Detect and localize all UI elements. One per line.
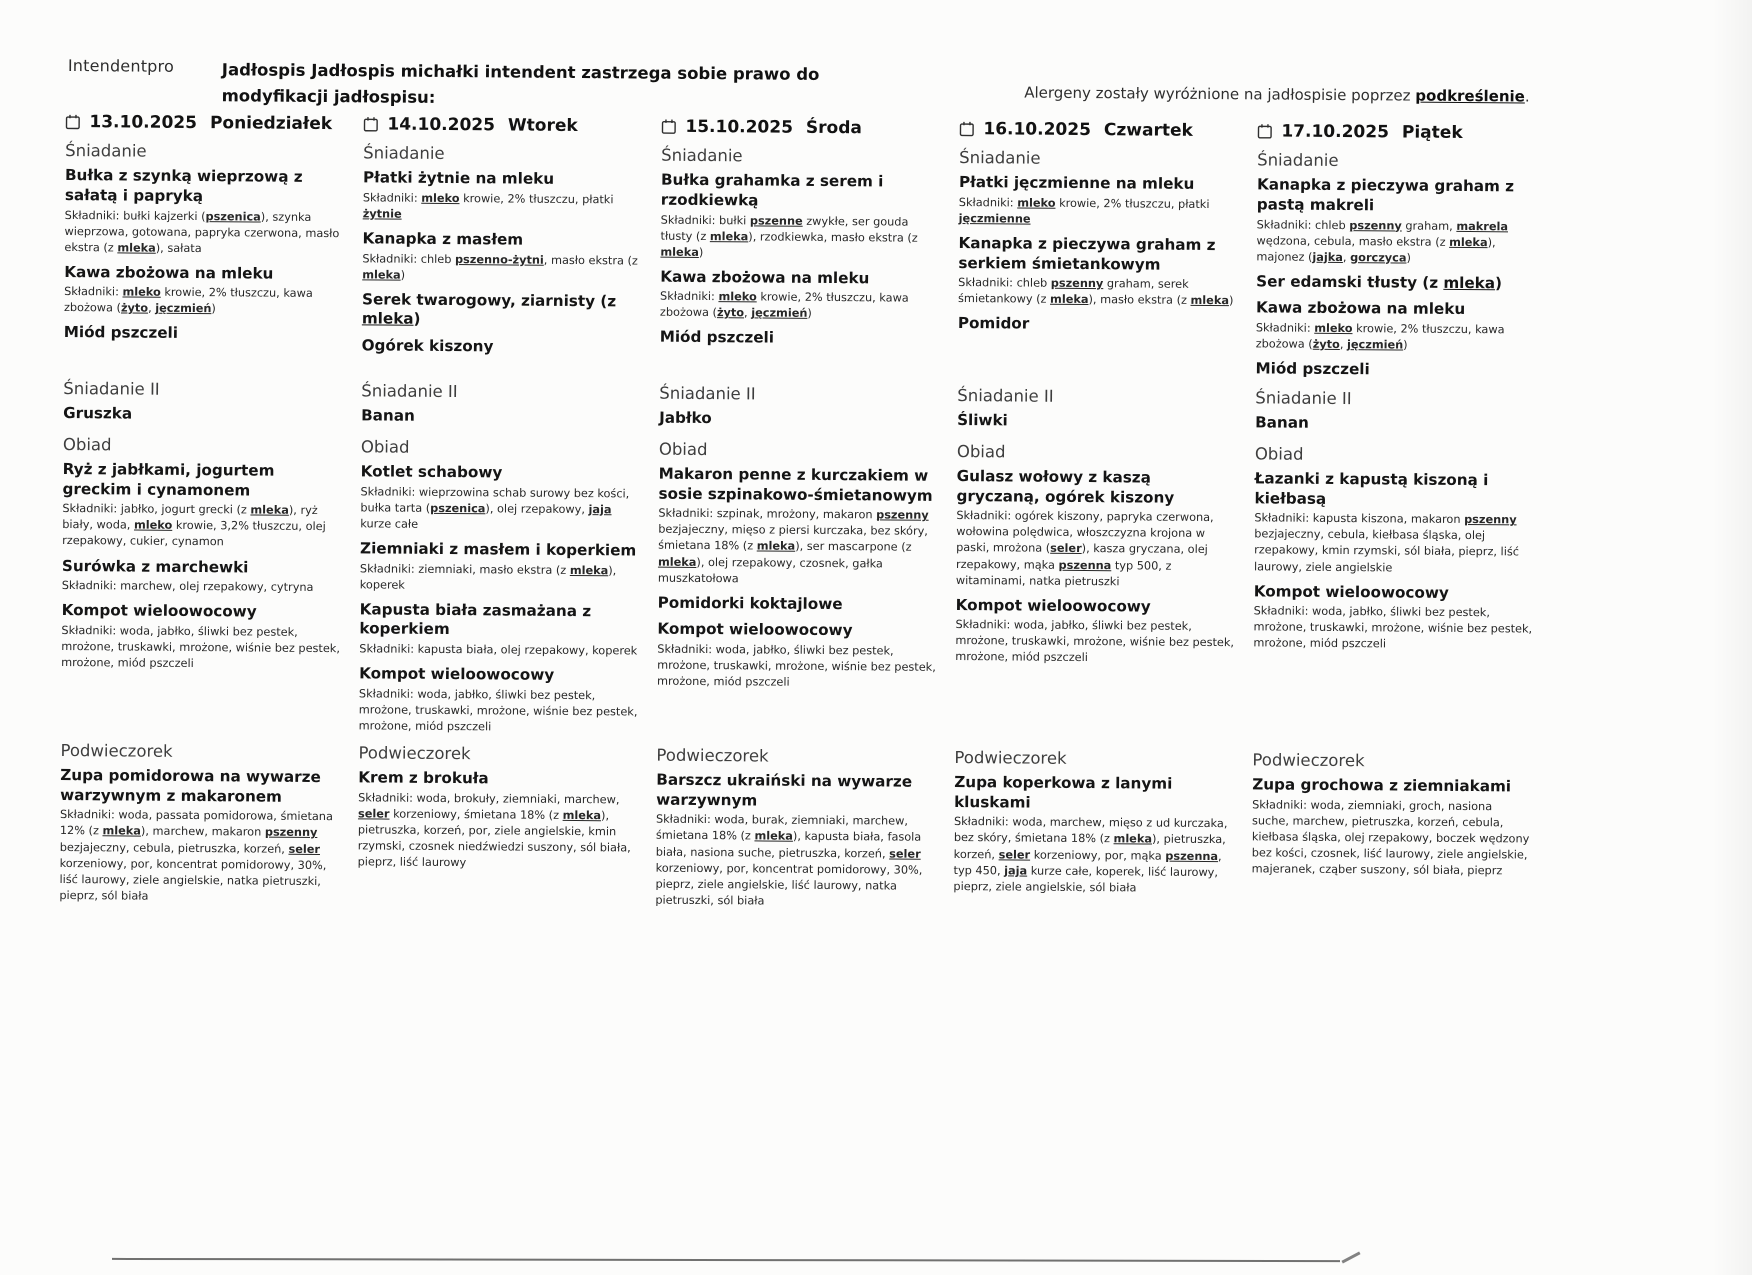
meal-name: Kotlet schabowy — [360, 462, 503, 482]
day-date: 16.10.2025 — [983, 119, 1092, 141]
meal-ingredients: Składniki: woda, burak, ziemniaki, marchew, śmietana 18% (z mleka), kapusta biała, fasola biała, nasiona suche, pietruszka, korzeń, seler korzeniowy, por, koncentrat pomidorowy, 30%, pieprz, ziele angielskie, liść laurowy, natka pietruszki, sól biała — [655, 813, 923, 908]
section-label: Obiad — [62, 434, 112, 455]
allergen-highlight: żyto — [120, 301, 149, 316]
section-label: Śniadanie — [661, 145, 743, 166]
menu-section — [659, 382, 941, 440]
meal-ingredients: Składniki: woda, ziemniaki, groch, nasiona suche, marchew, pietruszka, korzeń, cebula, kiełbasa śląska, olej rzepakowy, boczek wędzony bez kości, czosnek, liść laurowy, ziele angielskie, majeranek, cząber suszony, sól biała, pieprz — [1251, 798, 1530, 878]
section-label: Podwieczorek — [954, 747, 1067, 768]
allergen-highlight: jęczmienne — [958, 211, 1031, 226]
allergen-highlight: mleko — [133, 518, 173, 533]
meal-name: Gulasz wołowy z kaszą gryczaną, ogórek kiszony — [956, 466, 1175, 507]
allergen-highlight: żyto — [1312, 337, 1340, 352]
meal-item — [956, 467, 1237, 591]
meal-name: Miód pszczeli — [659, 328, 775, 347]
meal-item — [359, 664, 640, 736]
meal-ingredients: Składniki: woda, jabłko, śliwki bez pestek, mrożone, truskawki, mrożone, wiśnie bez pestek, mrożone, miód pszczeli — [1253, 604, 1533, 651]
menu-section — [1251, 748, 1534, 886]
day-weekday: Środa — [805, 117, 862, 139]
allergen-highlight: seler — [1050, 542, 1082, 556]
meal-ingredients: Składniki: woda, jabłko, śliwki bez pestek, mrożone, truskawki, mrożone, wiśnie bez pestek, mrożone, miód pszczeli — [61, 624, 341, 671]
meal-item — [1253, 582, 1534, 654]
section-label: Śniadanie II — [1255, 388, 1352, 409]
allergen-highlight: pszenny — [1050, 277, 1104, 291]
meal-name: Kanapka z masłem — [362, 229, 524, 249]
menu-section — [61, 433, 345, 681]
day-weekday: Wtorek — [507, 115, 578, 137]
document-page — [59, 50, 1540, 922]
meal-ingredients: Składniki: mleko krowie, 2% tłuszczu, płatki jęczmienne — [958, 195, 1210, 226]
allergen-highlight: jaja — [588, 502, 612, 516]
meal-name: Kompot wieloowocowy — [61, 601, 257, 621]
calendar-icon — [363, 116, 378, 132]
allergen-highlight: pszenica — [430, 501, 486, 515]
meal-name: Pomidorki koktajlowe — [657, 593, 843, 613]
meal-name: Pomidor — [957, 314, 1030, 333]
allergen-note-period: . — [1524, 87, 1530, 106]
meal-ingredients: Składniki: woda, jabłko, śliwki bez pestek, mrożone, truskawki, mrożone, wiśnie bez pestek, mrożone, miód pszczeli — [955, 618, 1235, 665]
section-label: Obiad — [658, 439, 708, 459]
menu-section — [361, 379, 643, 437]
day-header — [65, 112, 347, 134]
meal-ingredients: Składniki: marchew, olej rzepakowy, cytryna — [61, 579, 314, 595]
meal-item — [61, 601, 342, 673]
allergen-highlight: jaja — [1004, 863, 1028, 878]
document-header — [66, 50, 1540, 124]
menu-section — [362, 141, 646, 365]
meal-name: Zupa pomidorowa na wywarze warzywnym z makaronem — [60, 765, 321, 806]
meal-ingredients: Składniki: chleb pszenny graham, serek śmietankowy (z mleka), masło ekstra (z mleka) — [958, 276, 1234, 308]
section-label: Śniadanie II — [63, 378, 160, 399]
meal-ingredients: Składniki: kapusta biała, olej rzepakowy, koperek — [359, 642, 638, 658]
meal-name: Ziemniaki z masłem i koperkiem — [360, 539, 637, 560]
allergen-highlight: mleko — [122, 285, 161, 300]
meal-name: Jabłko — [659, 408, 712, 427]
meal-name: Miód pszczeli — [63, 323, 179, 343]
allergen-highlight: pszenica — [205, 209, 261, 224]
meal-ingredients: Składniki: jabłko, jogurt grecki (z mleka), ryż biały, woda, mleko krowie, 3,2% tłuszczu, olej rzepakowy, cukier, cynamon — [62, 502, 326, 549]
allergen-highlight: żyto — [716, 306, 745, 320]
calendar-icon — [1257, 123, 1272, 139]
meal-name: Zupa koperkowa z lanymi kluskami — [954, 772, 1173, 812]
section-label: Śniadanie II — [361, 381, 458, 401]
meal-name: Płatki jęczmienne na mleku — [958, 173, 1195, 193]
allergen-highlight: mleka — [569, 563, 609, 577]
meal-item — [64, 323, 344, 345]
allergen-highlight: mleka — [361, 309, 414, 329]
meal-item — [655, 771, 936, 911]
meal-item — [62, 556, 342, 596]
meal-ingredients: Składniki: mleko krowie, 2% tłuszczu, kawa zbożowa (żyto, jęczmień) — [1255, 321, 1505, 352]
menu-section — [359, 435, 643, 743]
day-date: 17.10.2025 — [1281, 121, 1390, 143]
meal-item — [658, 465, 939, 589]
menu-section — [955, 440, 1239, 688]
menu-section — [657, 438, 941, 699]
meal-item — [362, 290, 642, 332]
menu-section — [59, 739, 342, 913]
allergen-highlight: mleka — [1443, 273, 1496, 292]
meal-name: Kawa zbożowa na mleku — [64, 262, 274, 283]
meal-ingredients: Składniki: woda, brokuły, ziemniaki, marchew, seler korzeniowy, śmietana 18% (z mleka), pietruszka, korzeń, por, ziele angielskie, kmin rzymski, czosnek niedźwiedzi suszony, sól biała, pieprz, liść laurowy — [357, 791, 631, 869]
allergen-highlight: jajka — [1312, 250, 1343, 264]
meal-item — [359, 600, 639, 660]
meal-ingredients: Składniki: szpinak, mrożony, makaron pszenny bezjajeczny, mięso z piersi kurczaka, bez skóry, śmietana 18% (z mleka), ser mascarpone (z mleka), olej rzepakowy, czosnek, gałka muszkatołowa — [657, 507, 929, 585]
meal-name: Bułka z szynką wieprzową z sałatą i papryką — [64, 165, 303, 205]
scan-artifact-line — [112, 1258, 1340, 1262]
allergen-highlight: pszenny — [1349, 218, 1402, 232]
meal-name: Zupa grochowa z ziemniakami — [1252, 775, 1512, 796]
menu-section — [1255, 148, 1539, 388]
meal-item — [63, 404, 343, 426]
allergen-highlight: mleka — [117, 240, 156, 255]
allergen-highlight: seler — [998, 847, 1031, 862]
allergen-highlight: makrela — [1456, 219, 1509, 233]
allergen-highlight: mleko — [1314, 321, 1353, 336]
meal-ingredients: Składniki: ziemniaki, masło ekstra (z mleka), koperek — [359, 561, 617, 592]
meal-item — [360, 539, 640, 595]
allergen-highlight: mleka — [250, 503, 289, 518]
meal-ingredients: Składniki: chleb pszenno-żytni, masło ekstra (z mleka) — [362, 251, 638, 282]
day-header — [661, 117, 943, 139]
meal-name: Surówka z marchewki — [61, 556, 249, 576]
meal-ingredients: Składniki: woda, passata pomidorowa, śmietana 12% (z mleka), marchew, makaron pszenny bezjajeczny, cebula, pietruszka, korzeń, seler korzeniowy, por, koncentrat pomidorowy, 30%, liść laurowy, ziele angielskie, natka pietruszki, pieprz, sól biała — [59, 808, 333, 903]
meal-item — [62, 460, 343, 552]
meal-name: Kawa zbożowa na mleku — [660, 267, 870, 287]
meal-item — [1255, 360, 1535, 382]
menu-section — [64, 139, 348, 352]
allergen-highlight: pszenny — [1464, 513, 1517, 527]
menu-section — [957, 384, 1239, 442]
day-weekday: Poniedziałek — [209, 113, 333, 135]
menu-section — [358, 741, 641, 879]
allergen-highlight: mleka — [102, 824, 142, 839]
meal-item — [361, 406, 641, 428]
allergen-highlight: mleka — [756, 539, 796, 554]
section-label: Śniadanie II — [659, 383, 756, 404]
meal-ingredients: Składniki: mleko krowie, 2% tłuszczu, kawa zbożowa (żyto, jęczmień) — [63, 285, 313, 316]
allergen-highlight: pszenne — [749, 213, 803, 228]
allergen-highlight: żytnie — [362, 207, 402, 221]
section-label: Podwieczorek — [358, 743, 471, 764]
meal-name: Ogórek kiszony — [361, 336, 494, 356]
meal-item — [362, 229, 642, 285]
menu-section — [655, 744, 938, 918]
day-date: 13.10.2025 — [89, 112, 198, 134]
meal-name: Makaron penne z kurczakiem w sosie szpinakowo-śmietanowym — [658, 464, 933, 505]
day-header — [363, 114, 645, 136]
meal-item — [958, 314, 1238, 336]
menu-section — [953, 746, 1236, 904]
meal-item — [1252, 775, 1533, 879]
meal-name: Kompot wieloowocowy — [359, 664, 555, 684]
meal-name: Serek twarogowy, ziarnisty (z mleka) — [361, 289, 617, 329]
allergen-highlight: mleka — [1190, 294, 1230, 308]
meal-item — [957, 411, 1237, 433]
allergen-highlight: mleko — [421, 191, 460, 205]
meal-ingredients: Składniki: bułki kajzerki (pszenica), szynka wieprzowa, gotowana, papryka czerwona, masło ekstra (z mleka), sałata — [64, 208, 340, 255]
calendar-icon — [661, 119, 676, 135]
day-header — [959, 119, 1241, 141]
meal-name: Kawa zbożowa na mleku — [1255, 298, 1466, 319]
meal-item — [1256, 299, 1536, 355]
meal-item — [657, 620, 938, 692]
allergen-highlight: jęczmień — [751, 306, 808, 321]
allergen-highlight: mleka — [1113, 832, 1153, 847]
section-label: Obiad — [360, 437, 410, 457]
meal-name: Banan — [361, 406, 415, 425]
section-label: Śniadanie — [959, 148, 1041, 168]
meal-name: Miód pszczeli — [1255, 359, 1370, 379]
menu-section — [1253, 442, 1537, 690]
allergen-highlight: seler — [357, 807, 390, 821]
meal-item — [955, 596, 1236, 668]
meal-name: Kanapka z pieczywa graham z serkiem śmietankowym — [958, 233, 1216, 274]
day-date: 15.10.2025 — [685, 116, 794, 138]
meal-item — [660, 328, 940, 350]
meal-item — [1254, 469, 1535, 577]
meal-ingredients: Składniki: ogórek kiszony, papryka czerwona, wołowina polędwica, włoszczyzna krojona w paski, mrożona (seler), kasza gryczana, olej rzepakowy, mąka pszenna typ 500, z witaminami, natka pietruszki — [955, 509, 1214, 588]
allergen-highlight: jęczmień — [1346, 338, 1404, 352]
menu-section — [63, 377, 345, 435]
calendar-icon — [959, 121, 974, 137]
meal-item — [363, 168, 643, 224]
meal-name: Bułka grahamka z serem i rzodkiewką — [660, 170, 884, 210]
section-label: Śniadanie — [1257, 150, 1339, 170]
allergen-highlight: mleka — [1050, 293, 1089, 307]
allergen-highlight: pszenno-żytni — [454, 252, 544, 267]
meal-name: Barszcz ukraiński na wywarze warzywnym — [656, 770, 913, 810]
day-date: 14.10.2025 — [387, 114, 496, 136]
meal-item — [64, 166, 345, 258]
section-label: Obiad — [1254, 444, 1304, 464]
section-label: Śniadanie II — [957, 385, 1054, 406]
allergen-highlight: mleka — [362, 267, 401, 282]
allergen-highlight: mleka — [709, 229, 749, 243]
meal-name: Kapusta biała zasmażana z koperkiem — [359, 599, 592, 639]
meal-ingredients: Składniki: woda, marchew, mięso z ud kurczaka, bez skóry, śmietana 18% (z mleka), pietruszka, korzeń, seler korzeniowy, por, mąka pszenna, typ 450, jaja kurze całe, koperek, liść laurowy, pieprz, ziele angielskie, sól biała — [953, 815, 1228, 894]
meal-ingredients: Składniki: kapusta kiszona, makaron pszenny bezjajeczny, cebula, kiełbasa śląska, olej rzepakowy, kmin rzymski, sól biała, pieprz, liść laurowy, ziele angielskie — [1253, 511, 1520, 574]
meal-item — [59, 766, 340, 906]
allergen-note-text: Alergeny zostały wyróżnione na jadłospisie poprzez — [1024, 83, 1416, 105]
allergen-note-emphasis: podkreślenie — [1415, 86, 1525, 106]
meal-item — [958, 234, 1239, 310]
meal-item — [1256, 272, 1536, 294]
section-label: Podwieczorek — [60, 740, 173, 761]
meal-name: Banan — [1255, 413, 1309, 432]
meal-item — [953, 773, 1234, 897]
meal-name: Ryż z jabłkami, jogurtem greckim i cynamonem — [62, 459, 275, 500]
meal-ingredients: Składniki: bułki pszenne zwykłe, ser gouda tłusty (z mleka), rzodkiewka, masło ekstra (z mleka) — [660, 213, 918, 259]
meal-name: Ser edamski tłusty (z mleka) — [1256, 271, 1503, 292]
allergen-highlight: pszenny — [264, 826, 318, 840]
section-label: Podwieczorek — [1252, 750, 1365, 771]
day-weekday: Czwartek — [1103, 120, 1193, 141]
meal-item — [659, 409, 939, 431]
allergen-note — [1024, 84, 1530, 106]
meal-item — [362, 336, 642, 358]
meal-name: Kompot wieloowocowy — [1253, 581, 1449, 602]
menu-section — [660, 144, 944, 357]
meal-name: Kanapka z pieczywa graham z pastą makreli — [1256, 175, 1515, 215]
meal-name: Krem z brokuła — [358, 768, 489, 788]
allergen-highlight: mleka — [1449, 235, 1488, 249]
allergen-highlight: mleka — [562, 808, 602, 822]
meal-item — [660, 267, 940, 323]
allergen-highlight: seler — [889, 846, 921, 861]
allergen-highlight: mleka — [660, 245, 699, 259]
section-label: Śniadanie — [363, 143, 445, 163]
meal-ingredients: Składniki: woda, jabłko, śliwki bez pestek, mrożone, truskawki, mrożone, wiśnie bez pestek, mrożone, miód pszczeli — [358, 687, 638, 734]
meal-ingredients: Składniki: wieprzowina schab surowy bez kości, bułka tarta (pszenica), olej rzepakowy, jaja kurze całe — [360, 484, 630, 531]
meal-item — [959, 173, 1239, 229]
meal-name: Kompot wieloowocowy — [657, 619, 853, 640]
allergen-highlight: mleko — [1017, 196, 1056, 210]
allergen-highlight: gorczyca — [1350, 250, 1407, 265]
calendar-icon — [65, 114, 80, 130]
meal-name: Łazanki z kapustą kiszoną i kiełbasą — [1254, 469, 1489, 508]
meal-ingredients: Składniki: woda, jabłko, śliwki bez pestek, mrożone, truskawki, mrożone, wiśnie bez pestek, mrożone, miód pszczeli — [657, 642, 936, 689]
section-label: Podwieczorek — [656, 745, 769, 766]
allergen-highlight: pszenny — [876, 508, 929, 523]
meal-name: Płatki żytnie na mleku — [362, 168, 555, 188]
scan-artifact-tick — [1341, 1251, 1360, 1263]
meal-item — [360, 462, 641, 534]
meal-item — [658, 593, 938, 615]
meal-name: Śliwki — [957, 410, 1008, 430]
meal-item — [660, 171, 941, 263]
weekly-menu-grid — [59, 112, 1539, 922]
allergen-highlight: pszenna — [1058, 558, 1112, 572]
section-label: Śniadanie — [65, 140, 147, 161]
meal-item — [1256, 175, 1537, 267]
meal-item — [358, 768, 639, 872]
menu-section — [958, 146, 1242, 358]
intendentpro-logo: Intendentpro — [67, 56, 175, 76]
meal-ingredients: Składniki: mleko krowie, 2% tłuszczu, kawa zbożowa (żyto, jęczmień) — [659, 290, 909, 321]
allergen-highlight: mleka — [657, 555, 697, 569]
section-label: Obiad — [956, 441, 1006, 462]
meal-ingredients: Składniki: mleko krowie, 2% tłuszczu, płatki żytnie — [362, 191, 614, 221]
allergen-highlight: seler — [288, 842, 321, 856]
meal-item — [1255, 413, 1535, 435]
meal-name: Kompot wieloowocowy — [955, 595, 1151, 616]
meal-item — [64, 263, 344, 319]
menu-section — [1255, 386, 1537, 444]
day-weekday: Piątek — [1401, 122, 1463, 143]
day-header — [1257, 121, 1539, 143]
meal-name: Gruszka — [63, 403, 133, 423]
allergen-highlight: pszenna — [1165, 849, 1219, 863]
allergen-highlight: jęczmień — [155, 302, 212, 316]
allergen-highlight: mleko — [718, 290, 757, 304]
allergen-highlight: mleka — [754, 829, 793, 844]
menu-title: Jadłospis Jadłospis michałki intendent zastrzega sobie prawo do modyfikacji jadłospisu: — [221, 60, 820, 107]
meal-ingredients: Składniki: chleb pszenny graham, makrela wędzona, cebula, masło ekstra (z mleka), majonez (jajka, gorczyca) — [1256, 217, 1509, 265]
